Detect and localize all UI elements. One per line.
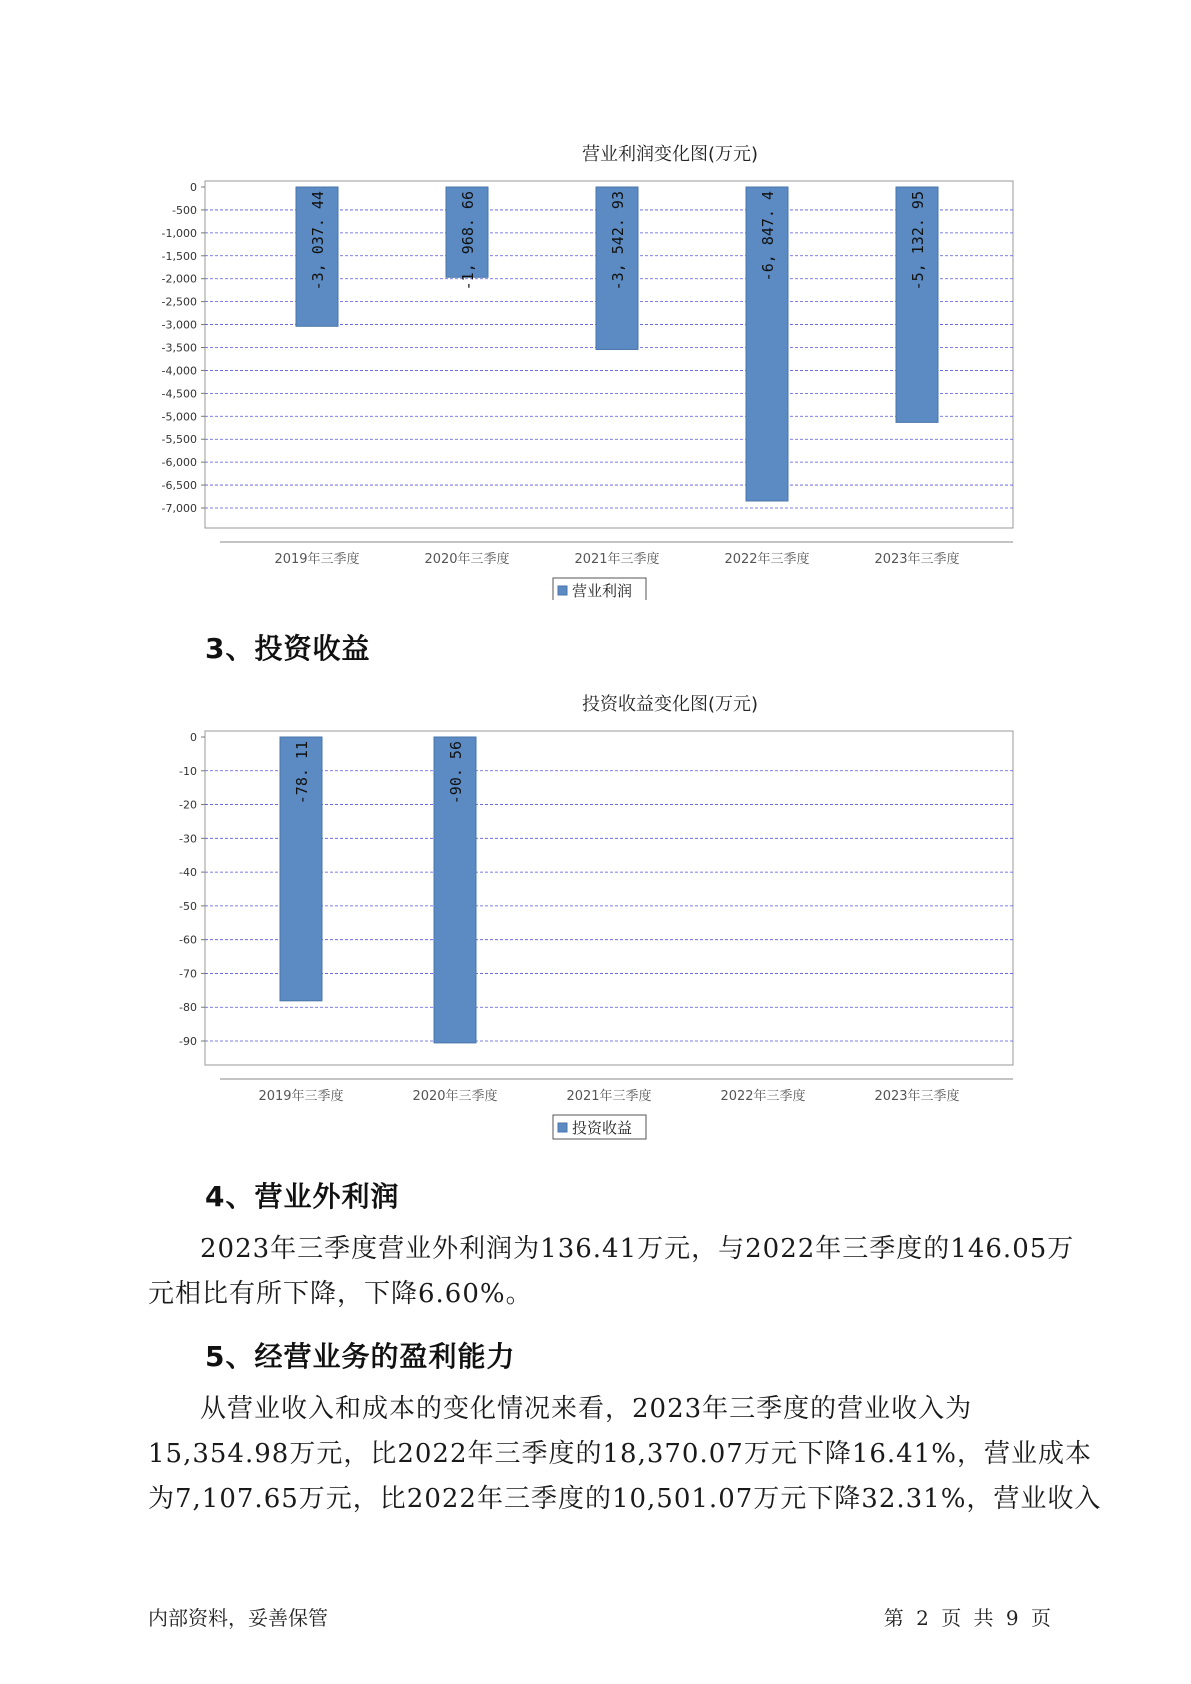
section-4-paragraph <box>148 1227 1075 1317</box>
chart-title: 投资收益变化图(万元) <box>581 694 759 715</box>
x-tick-label: 2021年三季度 <box>566 1089 652 1104</box>
x-tick-label: 2020年三季度 <box>412 1089 498 1104</box>
section-5-line-2: 15,354.98万元，比2022年三季度的18,370.07万元下降16.41%，营业成本 <box>148 1439 1092 1469</box>
x-tick-label: 2023年三季度 <box>874 1089 960 1104</box>
y-tick-label: -3,500 <box>161 341 197 355</box>
legend-label: 投资收益 <box>572 1119 633 1137</box>
y-tick-label: -5,500 <box>161 433 197 447</box>
x-tick-label: 2020年三季度 <box>424 552 510 567</box>
footer-page-number: 第 2 页 共 9 页 <box>883 1606 1051 1630</box>
y-tick-label: -50 <box>179 899 197 913</box>
bar-value-label: -3, 037. 44 <box>309 191 327 291</box>
operating-profit-chart-svg <box>0 130 1191 600</box>
y-tick-label: -2,500 <box>161 295 197 309</box>
y-tick-label: -1,500 <box>161 249 197 263</box>
y-tick-label: -6,000 <box>161 456 197 470</box>
y-tick-label: 0 <box>190 731 197 744</box>
y-tick-label: -6,500 <box>161 479 197 493</box>
y-tick-label: -10 <box>179 764 197 778</box>
y-tick-label: -60 <box>179 933 197 947</box>
section-4-line-2: 元相比有所下降，下降6.60%。 <box>148 1279 533 1309</box>
bar-value-label: -3, 542. 93 <box>609 191 627 291</box>
investment-income-chart-svg <box>0 680 1191 1150</box>
y-tick-label: -7,000 <box>161 502 197 515</box>
y-tick-label: -70 <box>179 967 197 981</box>
section-5-heading: 5、经营业务的盈利能力 <box>205 1340 516 1373</box>
legend-swatch <box>558 586 567 595</box>
bar-value-label: -5, 132. 95 <box>909 191 927 291</box>
section-5-line-3: 为7,107.65万元，比2022年三季度的10,501.07万元下降32.31%，营业收入 <box>148 1484 1102 1514</box>
y-tick-label: -4,500 <box>161 387 197 401</box>
y-tick-label: -80 <box>179 1001 197 1015</box>
footer-confidential-note: 内部资料，妥善保管 <box>148 1606 328 1630</box>
bar-value-label: -90. 56 <box>447 741 465 805</box>
x-tick-label: 2021年三季度 <box>574 552 660 567</box>
investment-income-chart <box>0 680 1191 1150</box>
section-4-line-1: 2023年三季度营业外利润为136.41万元，与2022年三季度的146.05万 <box>200 1234 1075 1264</box>
y-tick-label: -40 <box>179 866 197 880</box>
section-5-paragraph <box>148 1387 1102 1522</box>
y-tick-label: -2,000 <box>161 272 197 286</box>
y-tick-label: -5,000 <box>161 410 197 424</box>
section-4-heading: 4、营业外利润 <box>205 1180 400 1213</box>
y-tick-label: -20 <box>179 798 197 812</box>
bar-value-label: -78. 11 <box>293 741 311 805</box>
y-tick-label: -1,000 <box>161 226 197 240</box>
operating-profit-chart <box>0 130 1191 600</box>
chart-title: 营业利润变化图(万元) <box>581 144 759 165</box>
x-tick-label: 2023年三季度 <box>874 552 960 567</box>
x-tick-label: 2019年三季度 <box>274 552 360 567</box>
plot-area <box>205 731 1013 1065</box>
legend-label: 营业利润 <box>572 582 633 600</box>
y-tick-label: -500 <box>172 203 197 217</box>
x-tick-label: 2019年三季度 <box>258 1089 344 1104</box>
y-tick-label: 0 <box>190 181 197 194</box>
y-tick-label: -3,000 <box>161 318 197 332</box>
legend-swatch <box>558 1123 567 1132</box>
y-tick-label: -30 <box>179 832 197 846</box>
x-tick-label: 2022年三季度 <box>720 1089 806 1104</box>
x-tick-label: 2022年三季度 <box>724 552 810 567</box>
section-3-heading: 3、投资收益 <box>205 632 371 665</box>
y-tick-label: -4,000 <box>161 364 197 378</box>
y-tick-label: -90 <box>179 1035 197 1048</box>
bar-value-label: -1, 968. 66 <box>459 191 477 291</box>
section-5-line-1: 从营业收入和成本的变化情况来看，2023年三季度的营业收入为 <box>200 1394 973 1424</box>
bar-value-label: -6, 847. 4 <box>759 191 777 282</box>
